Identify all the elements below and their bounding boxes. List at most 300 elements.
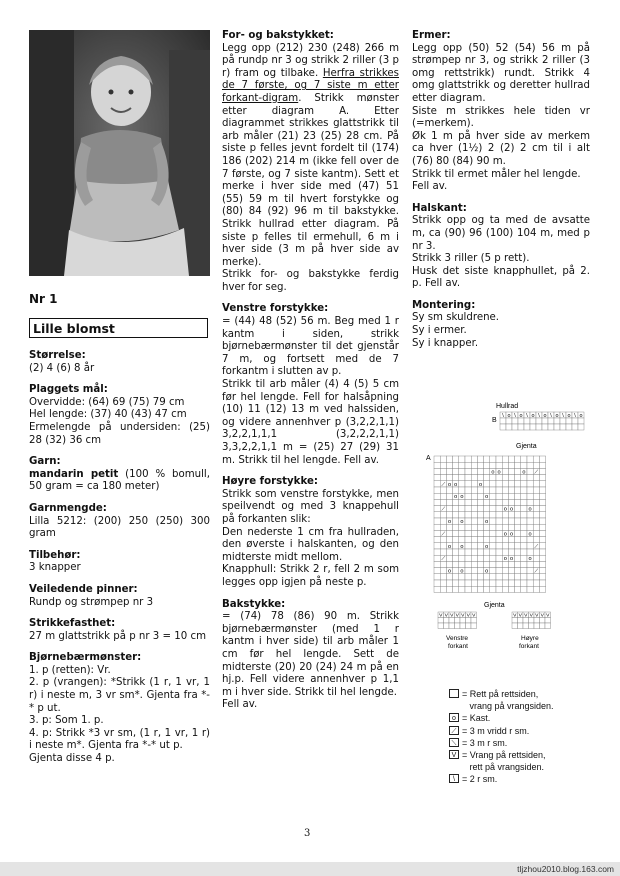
chart-cell: [506, 418, 512, 424]
chart-cell: [490, 462, 496, 468]
chart-cell: [508, 499, 514, 505]
chart-cell: [515, 468, 521, 474]
chart-cell: [539, 481, 545, 487]
chart-symbol: o: [519, 412, 523, 419]
chart-cell: [527, 468, 533, 474]
chart-cell: [521, 549, 527, 555]
chart-cell: [527, 462, 533, 468]
chart-symbol: o: [485, 494, 489, 501]
chart-symbol: o: [447, 568, 452, 575]
chart-cell: [515, 580, 521, 586]
chart-label-a: A: [426, 455, 431, 462]
chart-cell: [477, 543, 483, 549]
chart-cell: [465, 549, 471, 555]
chart-cell: [539, 475, 545, 481]
chart-cell: [533, 518, 539, 524]
chart-cell: [471, 493, 477, 499]
yarn-details: (100 % bomull, 50 gram = ca 180 meter): [29, 468, 210, 493]
chart-cell: [484, 468, 490, 474]
chart-cell: [527, 524, 533, 530]
chart-cell: [536, 418, 542, 424]
chart-cell: [484, 499, 490, 505]
chart-cell: [521, 499, 527, 505]
chart-cell: [490, 524, 496, 530]
chart-cell: [446, 580, 452, 586]
chart-cell: [515, 499, 521, 505]
legend-row-yarnover: [449, 712, 554, 724]
chart-cell: [465, 555, 471, 561]
chart-cell: [496, 524, 502, 530]
legend-row-knit: [449, 688, 554, 712]
chart-cell: [533, 537, 539, 543]
chart-cell: [459, 549, 465, 555]
neck-text-1: Strikk opp og ta med de avsatte m, ca (90) 96 (100) 104 m, med p nr 3.: [412, 215, 590, 252]
front-back-part-1: Legg opp (212) 230 (248) 266 m på rundp nr 3 og strikk 2 riller (3 p r) fram og tilbake.: [222, 42, 399, 79]
chart-cell: [453, 512, 459, 518]
chart-cell: [459, 456, 465, 462]
chart-cell: [496, 481, 502, 487]
chart-cell: [521, 493, 527, 499]
sleeves-text-4: Strikk til ermet måler hel lengde.: [412, 168, 581, 180]
chart-cell: [440, 537, 446, 543]
chart-cell: [444, 623, 450, 629]
chart-cell: [471, 462, 477, 468]
chart-symbol: o: [507, 412, 511, 419]
chart-symbol: o: [447, 481, 452, 488]
chart-cell: [533, 555, 539, 561]
right-front-text-3: Knapphull: Strikk 2 r, fell 2 m som legges opp igjen på neste p.: [222, 564, 399, 588]
chart-cell: [527, 518, 533, 524]
chart-cell: [515, 506, 521, 512]
chart-cell: [490, 549, 496, 555]
chart-cell: [548, 418, 554, 424]
chart-cell: [527, 481, 533, 487]
chart-cell: [527, 475, 533, 481]
measure-sleeve: Ermelengde på undersiden: (25) 28 (32) 36 cm: [29, 421, 210, 446]
chart-cell: [512, 424, 518, 430]
heading-sleeves: Ermer:: [412, 30, 451, 41]
knit-symbol-icon: [449, 689, 459, 698]
chart-cell: [578, 418, 584, 424]
chart-cell: [434, 555, 440, 561]
chart-cell: [465, 468, 471, 474]
chart-cell: [539, 568, 545, 574]
chart-cell: [539, 499, 545, 505]
chart-cell: [465, 512, 471, 518]
chart-cell: [446, 555, 452, 561]
chart-cell: [539, 561, 545, 567]
chart-cell: [502, 524, 508, 530]
chart-cell: [440, 518, 446, 524]
chart-cell: [508, 456, 514, 462]
chart-cell: [459, 481, 465, 487]
chart-cell: [539, 462, 545, 468]
chart-cell: [484, 487, 490, 493]
chart-cell: [459, 487, 465, 493]
chart-cell: [545, 623, 551, 629]
chart-cell: [446, 574, 452, 580]
chart-cell: [446, 586, 452, 592]
chart-cell: [440, 568, 446, 574]
chart-cell: [539, 487, 545, 493]
chart-cell: [471, 623, 477, 629]
chart-symbol: V: [450, 613, 454, 619]
chart-cell: [496, 512, 502, 518]
chart-cell: [566, 418, 572, 424]
berry-row-2: 2. p (vrangen): *Strikk (1 r, 1 vr, 1 r) i neste m, 3 vr sm*. Gjenta fra *-* p ut.: [29, 677, 210, 714]
chart-edge-left: [438, 612, 477, 629]
chart-symbol: \: [574, 412, 576, 419]
chart-legend: [449, 688, 554, 786]
chart-symbol: o: [531, 412, 535, 419]
chart-cell: [521, 506, 527, 512]
chart-cell: [527, 456, 533, 462]
chart-cell: [515, 555, 521, 561]
assembly-text-2: Sy i ermer.: [412, 325, 467, 337]
chart-symbol: o: [509, 531, 514, 538]
chart-symbol: o: [522, 469, 526, 476]
chart-cell: [490, 574, 496, 580]
measure-chest: Overvidde: (64) 69 (75) 79 cm: [29, 396, 185, 408]
chart-symbol: o: [454, 494, 458, 501]
chart-cell: [477, 561, 483, 567]
chart-cell: [496, 462, 502, 468]
chart-cell: [502, 468, 508, 474]
chart-cell: [490, 561, 496, 567]
chart-cell: [465, 543, 471, 549]
chart-cell: [524, 418, 530, 424]
chart-cell: [446, 475, 452, 481]
chart-cell: [440, 499, 446, 505]
chart-a-grid: [434, 456, 546, 592]
chart-cell: [484, 524, 490, 530]
chart-cell: [515, 530, 521, 536]
measure-length: Hel lengde: (37) 40 (43) 47 cm: [29, 409, 187, 421]
chart-cell: [440, 574, 446, 580]
chart-cell: [508, 462, 514, 468]
chart-label-venstre-forkant: forkant: [448, 643, 468, 650]
amount-text: Lilla 5212: (200) 250 (250) 300 gram: [29, 515, 210, 540]
chart-cell: [434, 468, 440, 474]
chart-symbol: ⟋: [441, 531, 446, 538]
chart-symbol: o: [460, 543, 464, 550]
chart-cell: [539, 512, 545, 518]
chart-cell: [459, 524, 465, 530]
purl-symbol-icon: V: [449, 750, 459, 759]
chart-cell: [508, 549, 514, 555]
chart-cell: [477, 475, 483, 481]
chart-cell: [484, 561, 490, 567]
chart-cell: [502, 518, 508, 524]
chart-cell: [446, 493, 452, 499]
chart-cell: [490, 568, 496, 574]
chart-cell: [434, 524, 440, 530]
chart-cell: [521, 487, 527, 493]
chart-cell: [533, 580, 539, 586]
chart-cell: [453, 549, 459, 555]
column-3: [412, 30, 590, 350]
chart-cell: [434, 462, 440, 468]
chart-cell: [484, 506, 490, 512]
chart-cell: [453, 530, 459, 536]
chart-cell: [539, 518, 545, 524]
chart-cell: [453, 586, 459, 592]
chart-symbol: V: [524, 613, 528, 619]
left-front-text-1: = (44) 48 (52) 56 m. Beg med 1 r kantm i siden, strikk bjørnebærmønster til det gjenstår 7 m, og fortsett med de 7 forkantm i slutten av p.: [222, 316, 399, 378]
heading-yarn: Garn:: [29, 456, 61, 468]
chart-cell: [508, 468, 514, 474]
chart-cell: [521, 574, 527, 580]
chart-cell: [515, 487, 521, 493]
chart-cell: [484, 481, 490, 487]
chart-cell: [521, 537, 527, 543]
chart-cell: [471, 586, 477, 592]
chart-cell: [477, 468, 483, 474]
chart-cell: [508, 493, 514, 499]
chart-cell: [566, 424, 572, 430]
chart-cell: [502, 543, 508, 549]
heading-back: Bakstykke:: [222, 598, 286, 610]
chart-cell: [465, 561, 471, 567]
chart-cell: [440, 543, 446, 549]
chart-cell: [496, 499, 502, 505]
chart-cell: [533, 499, 539, 505]
chart-cell: [465, 487, 471, 493]
chart-symbol: V: [466, 613, 470, 619]
chart-symbol: V: [535, 613, 539, 619]
chart-cell: [477, 493, 483, 499]
chart-cell: [455, 623, 461, 629]
chart-cell: [484, 456, 490, 462]
chart-cell: [490, 555, 496, 561]
chart-cell: [453, 568, 459, 574]
chart-cell: [508, 537, 514, 543]
chart-cell: [539, 555, 545, 561]
chart-cell: [440, 468, 446, 474]
chart-cell: [530, 418, 536, 424]
chart-cell: [434, 512, 440, 518]
chart-cell: [446, 537, 452, 543]
chart-symbol: o: [528, 506, 532, 513]
chart-cell: [471, 481, 477, 487]
chart-cell: [434, 574, 440, 580]
chart-cell: [466, 623, 472, 629]
chart-cell: [465, 462, 471, 468]
chart-cell: [434, 537, 440, 543]
chart-cell: [459, 462, 465, 468]
chart-cell: [459, 512, 465, 518]
chart-cell: [533, 481, 539, 487]
chart-cell: [527, 586, 533, 592]
chart-cell: [471, 512, 477, 518]
chart-cell: [477, 512, 483, 518]
chart-cell: [477, 462, 483, 468]
chart-cell: [496, 518, 502, 524]
chart-cell: [471, 456, 477, 462]
berry-repeat: Gjenta disse 4 p.: [29, 753, 115, 765]
chart-cell: [490, 475, 496, 481]
front-back-part-2: . Strikk mønster etter diagram A. Etter diagrammet strikkes glattstrikk til arb måler (21) 23 (25) 28 cm. På siste p felles jevnt fordelt til (174) 186 (202) 214 m (ikke fell over de 7 første, og 7 siste kantm). Sett et merke i hver side med (47) 51 (55) 59 m til hvert forstykke og (80) 84 (92) 96 m til bakstykke. Strikk hullrad etter diagram. På siste p felles til ermehull, 6 m i hver side (3 m på hver side av merke).: [222, 92, 399, 268]
three-tog-symbol-icon: ⟍: [449, 738, 459, 747]
chart-cell: [540, 623, 546, 629]
chart-cell: [453, 580, 459, 586]
chart-cell: [453, 499, 459, 505]
chart-symbol: V: [472, 613, 476, 619]
chart-cell: [477, 456, 483, 462]
chart-cell: [471, 524, 477, 530]
chart-cell: [539, 493, 545, 499]
chart-symbol: \: [514, 412, 516, 419]
heading-assembly: Montering:: [412, 299, 476, 311]
back-text-2: Fell av.: [222, 699, 258, 711]
chart-cell: [515, 568, 521, 574]
chart-cell: [434, 561, 440, 567]
chart-cell: [465, 524, 471, 530]
chart-cell: [524, 424, 530, 430]
chart-cell: [477, 524, 483, 530]
chart-cell: [471, 530, 477, 536]
chart-cell: [533, 512, 539, 518]
chart-label-b: B: [492, 417, 497, 424]
chart-cell: [560, 418, 566, 424]
chart-cell: [477, 506, 483, 512]
chart-cell: [465, 493, 471, 499]
sleeves-text-2: Siste m strikkes hele tiden vr (=merkem).: [412, 105, 590, 130]
chart-cell: [453, 537, 459, 543]
chart-cell: [515, 512, 521, 518]
chart-cell: [453, 555, 459, 561]
chart-cell: [533, 549, 539, 555]
chart-cell: [572, 418, 578, 424]
chart-cell: [539, 506, 545, 512]
chart-cell: [502, 493, 508, 499]
yarnover-symbol-icon: o: [449, 713, 459, 722]
chart-cell: [490, 537, 496, 543]
neck-text-2: Strikk 3 riller (5 p rett).: [412, 253, 530, 265]
chart-cell: [502, 456, 508, 462]
chart-cell: [446, 499, 452, 505]
chart-cell: [440, 586, 446, 592]
chart-edge-right: [512, 612, 551, 629]
heading-neck: Halskant:: [412, 202, 467, 214]
chart-cell: [496, 530, 502, 536]
chart-cell: [533, 506, 539, 512]
chart-cell: [518, 418, 524, 424]
chart-symbol: o: [460, 518, 464, 525]
chart-symbol: o: [528, 556, 532, 563]
chart-symbol: o: [503, 506, 507, 513]
chart-symbol: o: [543, 412, 547, 419]
chart-cell: [502, 561, 508, 567]
chart-cell: [453, 468, 459, 474]
front-back-underlined: Herfra strikkes de 7 første, og 7 siste m etter forkant-digram: [222, 67, 399, 104]
chart-cell: [539, 468, 545, 474]
chart-cell: [484, 475, 490, 481]
legend-text-yarnover: = Kast.: [462, 713, 491, 724]
chart-cell: [542, 418, 548, 424]
chart-cell: [530, 424, 536, 430]
neck-text-3: Husk det siste knapphullet, på 2. p. Fell av.: [412, 265, 590, 290]
chart-cell: [453, 561, 459, 567]
chart-cell: [578, 424, 584, 430]
chart-cell: [453, 518, 459, 524]
chart-cell: [496, 543, 502, 549]
chart-cell: [490, 530, 496, 536]
chart-cell: [446, 487, 452, 493]
chart-cell: [434, 518, 440, 524]
chart-cell: [453, 456, 459, 462]
chart-cell: [521, 518, 527, 524]
chart-cell: [440, 524, 446, 530]
chart-cell: [496, 456, 502, 462]
chart-cell: [533, 561, 539, 567]
chart-symbol: V: [444, 613, 448, 619]
chart-cell: [459, 530, 465, 536]
chart-symbol: \: [550, 412, 552, 419]
chart-cell: [434, 586, 440, 592]
chart-cell: [490, 580, 496, 586]
chart-cell: [471, 568, 477, 574]
chart-cell: [539, 537, 545, 543]
chart-cell: [527, 493, 533, 499]
chart-label-hullrad: Hullrad: [496, 403, 519, 410]
chart-cell: [506, 424, 512, 430]
chart-label-gjenta-top: Gjenta: [516, 443, 537, 450]
chart-cell: [484, 586, 490, 592]
chart-cell: [477, 555, 483, 561]
needles-text: Rundp og strømpep nr 3: [29, 596, 154, 608]
chart-cell: [515, 574, 521, 580]
chart-cell: [539, 530, 545, 536]
chart-cell: [446, 561, 452, 567]
chart-cell: [459, 561, 465, 567]
chart-symbol: V: [518, 613, 522, 619]
chart-cell: [465, 580, 471, 586]
chart-cell: [496, 506, 502, 512]
chart-cell: [490, 499, 496, 505]
chart-symbol: o: [447, 543, 452, 550]
chart-cell: [496, 537, 502, 543]
legend-text-2tog: = 2 r sm.: [462, 774, 498, 785]
heading-gauge: Strikkefasthet:: [29, 618, 116, 630]
chart-cell: [533, 574, 539, 580]
back-text-1: = (74) 78 (86) 90 m. Strikk bjørnebærmønster (med 1 r kantm i hver side) til arb måler 1 cm før hel lengde. Sett de midterste (20) 20 (24) 24 m på en hj.p. Fell videre annenhver p 1,1 m i hver side. Strikk til hel lengde.: [222, 611, 399, 698]
chart-cell: [539, 543, 545, 549]
chart-cell: [484, 530, 490, 536]
chart-cell: [572, 424, 578, 430]
heading-needles: Veiledende pinner:: [29, 583, 138, 595]
chart-cell: [465, 530, 471, 536]
chart-cell: [440, 580, 446, 586]
heading-berry-pattern: Bjørnebærmønster:: [29, 652, 142, 664]
chart-cell: [471, 549, 477, 555]
chart-cell: [521, 543, 527, 549]
chart-cell: [515, 543, 521, 549]
chart-cell: [434, 568, 440, 574]
gauge-text: 27 m glattstrikk på p nr 3 = 10 cm: [29, 630, 207, 642]
chart-symbol: \: [538, 412, 540, 419]
chart-symbol: o: [528, 531, 532, 538]
chart-cell: [502, 512, 508, 518]
chart-label-hoyre: Høyre: [521, 635, 539, 642]
chart-cell: [539, 549, 545, 555]
chart-cell: [471, 518, 477, 524]
chart-symbol: ⟋: [534, 469, 539, 476]
chart-cell: [533, 462, 539, 468]
chart-symbol: o: [485, 568, 489, 575]
chart-cell: [539, 574, 545, 580]
chart-cell: [459, 537, 465, 543]
